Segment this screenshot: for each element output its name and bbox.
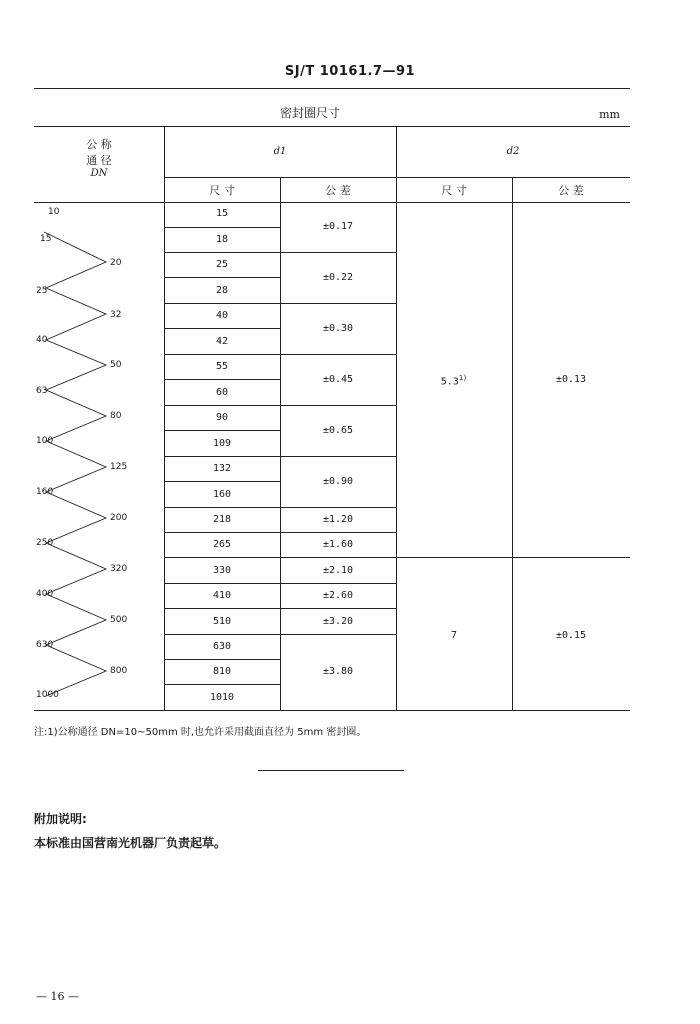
header-d1: d1 bbox=[273, 146, 287, 157]
header-d2: d2 bbox=[506, 146, 520, 157]
row-rule bbox=[164, 303, 396, 304]
header-d1-tolerance: 公 差 bbox=[325, 184, 351, 197]
d2-size-value: 7 bbox=[450, 630, 458, 641]
header-dn-line2: 通 径 bbox=[86, 154, 112, 167]
dn-value: 200 bbox=[110, 513, 128, 523]
d1-size-cell: 60 bbox=[215, 387, 229, 398]
row-rule bbox=[164, 684, 280, 685]
dn-value: 100 bbox=[36, 436, 54, 446]
dn-value: 63 bbox=[36, 386, 48, 396]
dn-value: 25 bbox=[36, 286, 48, 296]
row-rule bbox=[164, 659, 280, 660]
d2-tolerance-cell: ±0.15 bbox=[555, 630, 587, 641]
row-rule bbox=[164, 328, 280, 329]
d1-tolerance-cell: ±2.60 bbox=[322, 590, 354, 601]
section-divider bbox=[258, 770, 404, 771]
row-rule bbox=[164, 405, 396, 406]
subheader-rule bbox=[164, 177, 630, 178]
d1-tolerance-cell: ±2.10 bbox=[322, 565, 354, 576]
table-top-rule bbox=[34, 126, 630, 127]
dn-value: 80 bbox=[110, 411, 122, 421]
d1-tolerance-cell: ±0.65 bbox=[322, 425, 354, 436]
additional-info-title: 附加说明: bbox=[34, 812, 87, 826]
d1-size-cell: 40 bbox=[215, 310, 229, 321]
dn-value: 10 bbox=[48, 207, 60, 217]
d1-size-cell: 28 bbox=[215, 285, 229, 296]
d2-size-value: 5.3 bbox=[440, 376, 459, 388]
dn-value: 50 bbox=[110, 360, 122, 370]
row-rule bbox=[164, 583, 396, 584]
dn-value: 630 bbox=[36, 640, 54, 650]
dn-value: 500 bbox=[110, 615, 128, 625]
col-divider-d1 bbox=[280, 177, 281, 710]
col-divider-d1-d2 bbox=[396, 126, 397, 710]
d1-size-cell: 55 bbox=[215, 361, 229, 372]
d1-tolerance-cell: ±0.22 bbox=[322, 272, 354, 283]
row-rule bbox=[164, 354, 396, 355]
dn-value: 40 bbox=[36, 335, 48, 345]
d1-size-cell: 160 bbox=[212, 489, 232, 500]
table-note: 注:1)公称通径 DN=10~50mm 时,也允许采用截面直径为 5mm 密封圈。 bbox=[34, 727, 367, 738]
dn-value: 20 bbox=[110, 258, 122, 268]
row-rule bbox=[164, 557, 630, 558]
row-rule bbox=[164, 481, 280, 482]
d1-tolerance-cell: ±0.30 bbox=[322, 323, 354, 334]
row-rule bbox=[164, 608, 396, 609]
row-rule bbox=[164, 456, 396, 457]
d1-size-cell: 410 bbox=[212, 590, 232, 601]
d1-size-cell: 330 bbox=[212, 565, 232, 576]
row-rule bbox=[164, 227, 280, 228]
d1-size-cell: 18 bbox=[215, 234, 229, 245]
row-rule bbox=[164, 277, 280, 278]
row-rule bbox=[164, 507, 396, 508]
dn-value: 320 bbox=[110, 564, 128, 574]
zigzag-diagram bbox=[34, 202, 164, 710]
d1-size-cell: 109 bbox=[212, 438, 232, 449]
d1-size-cell: 1010 bbox=[209, 692, 235, 703]
d1-size-cell: 810 bbox=[212, 666, 232, 677]
d2-size-cell bbox=[396, 630, 512, 641]
row-rule bbox=[164, 430, 280, 431]
dn-value: 1000 bbox=[36, 690, 59, 700]
dn-value: 15 bbox=[40, 234, 52, 244]
row-rule bbox=[164, 252, 396, 253]
header-dn-line1: 公 称 bbox=[86, 138, 112, 151]
d2-tolerance-cell: ±0.13 bbox=[555, 374, 587, 385]
header-rule bbox=[34, 88, 630, 89]
d1-tolerance-cell: ±0.45 bbox=[322, 374, 354, 385]
d1-tolerance-cell: ±0.90 bbox=[322, 476, 354, 487]
d1-size-cell: 25 bbox=[215, 259, 229, 270]
dn-value: 400 bbox=[36, 589, 54, 599]
dn-value: 125 bbox=[110, 462, 128, 472]
d1-tolerance-cell: ±3.80 bbox=[322, 666, 354, 677]
footnote-marker: 1) bbox=[458, 374, 468, 382]
page-number: — 16 — bbox=[36, 990, 79, 1003]
header-d2-tolerance: 公 差 bbox=[558, 184, 584, 197]
additional-info-body: 本标准由国营南光机器厂负责起草。 bbox=[34, 836, 227, 850]
d2-size-cell bbox=[396, 374, 512, 387]
d1-size-cell: 510 bbox=[212, 616, 232, 627]
dn-value: 800 bbox=[110, 666, 128, 676]
dn-value: 32 bbox=[110, 310, 122, 320]
d1-size-cell: 132 bbox=[212, 463, 232, 474]
d1-tolerance-cell: ±0.17 bbox=[322, 221, 354, 232]
table-title: 密封圈尺寸 bbox=[279, 106, 340, 120]
standard-code: SJ/T 10161.7—91 bbox=[284, 64, 416, 79]
d1-tolerance-cell: ±3.20 bbox=[322, 616, 354, 627]
dn-value: 250 bbox=[36, 538, 54, 548]
d1-size-cell: 42 bbox=[215, 336, 229, 347]
d1-size-cell: 15 bbox=[215, 208, 229, 219]
table-bottom-rule bbox=[34, 710, 630, 711]
d1-size-cell: 218 bbox=[212, 514, 232, 525]
d1-size-cell: 265 bbox=[212, 539, 232, 550]
d1-tolerance-cell: ±1.60 bbox=[322, 539, 354, 550]
row-rule bbox=[164, 634, 396, 635]
unit-label: mm bbox=[599, 108, 620, 121]
header-dn-line3: DN bbox=[90, 168, 108, 179]
row-rule bbox=[164, 532, 396, 533]
d1-tolerance-cell: ±1.20 bbox=[322, 514, 354, 525]
row-rule bbox=[164, 379, 280, 380]
d1-size-cell: 630 bbox=[212, 641, 232, 652]
header-d1-size: 尺 寸 bbox=[209, 184, 235, 197]
header-d2-size: 尺 寸 bbox=[441, 184, 467, 197]
dn-value: 160 bbox=[36, 487, 54, 497]
d1-size-cell: 90 bbox=[215, 412, 229, 423]
